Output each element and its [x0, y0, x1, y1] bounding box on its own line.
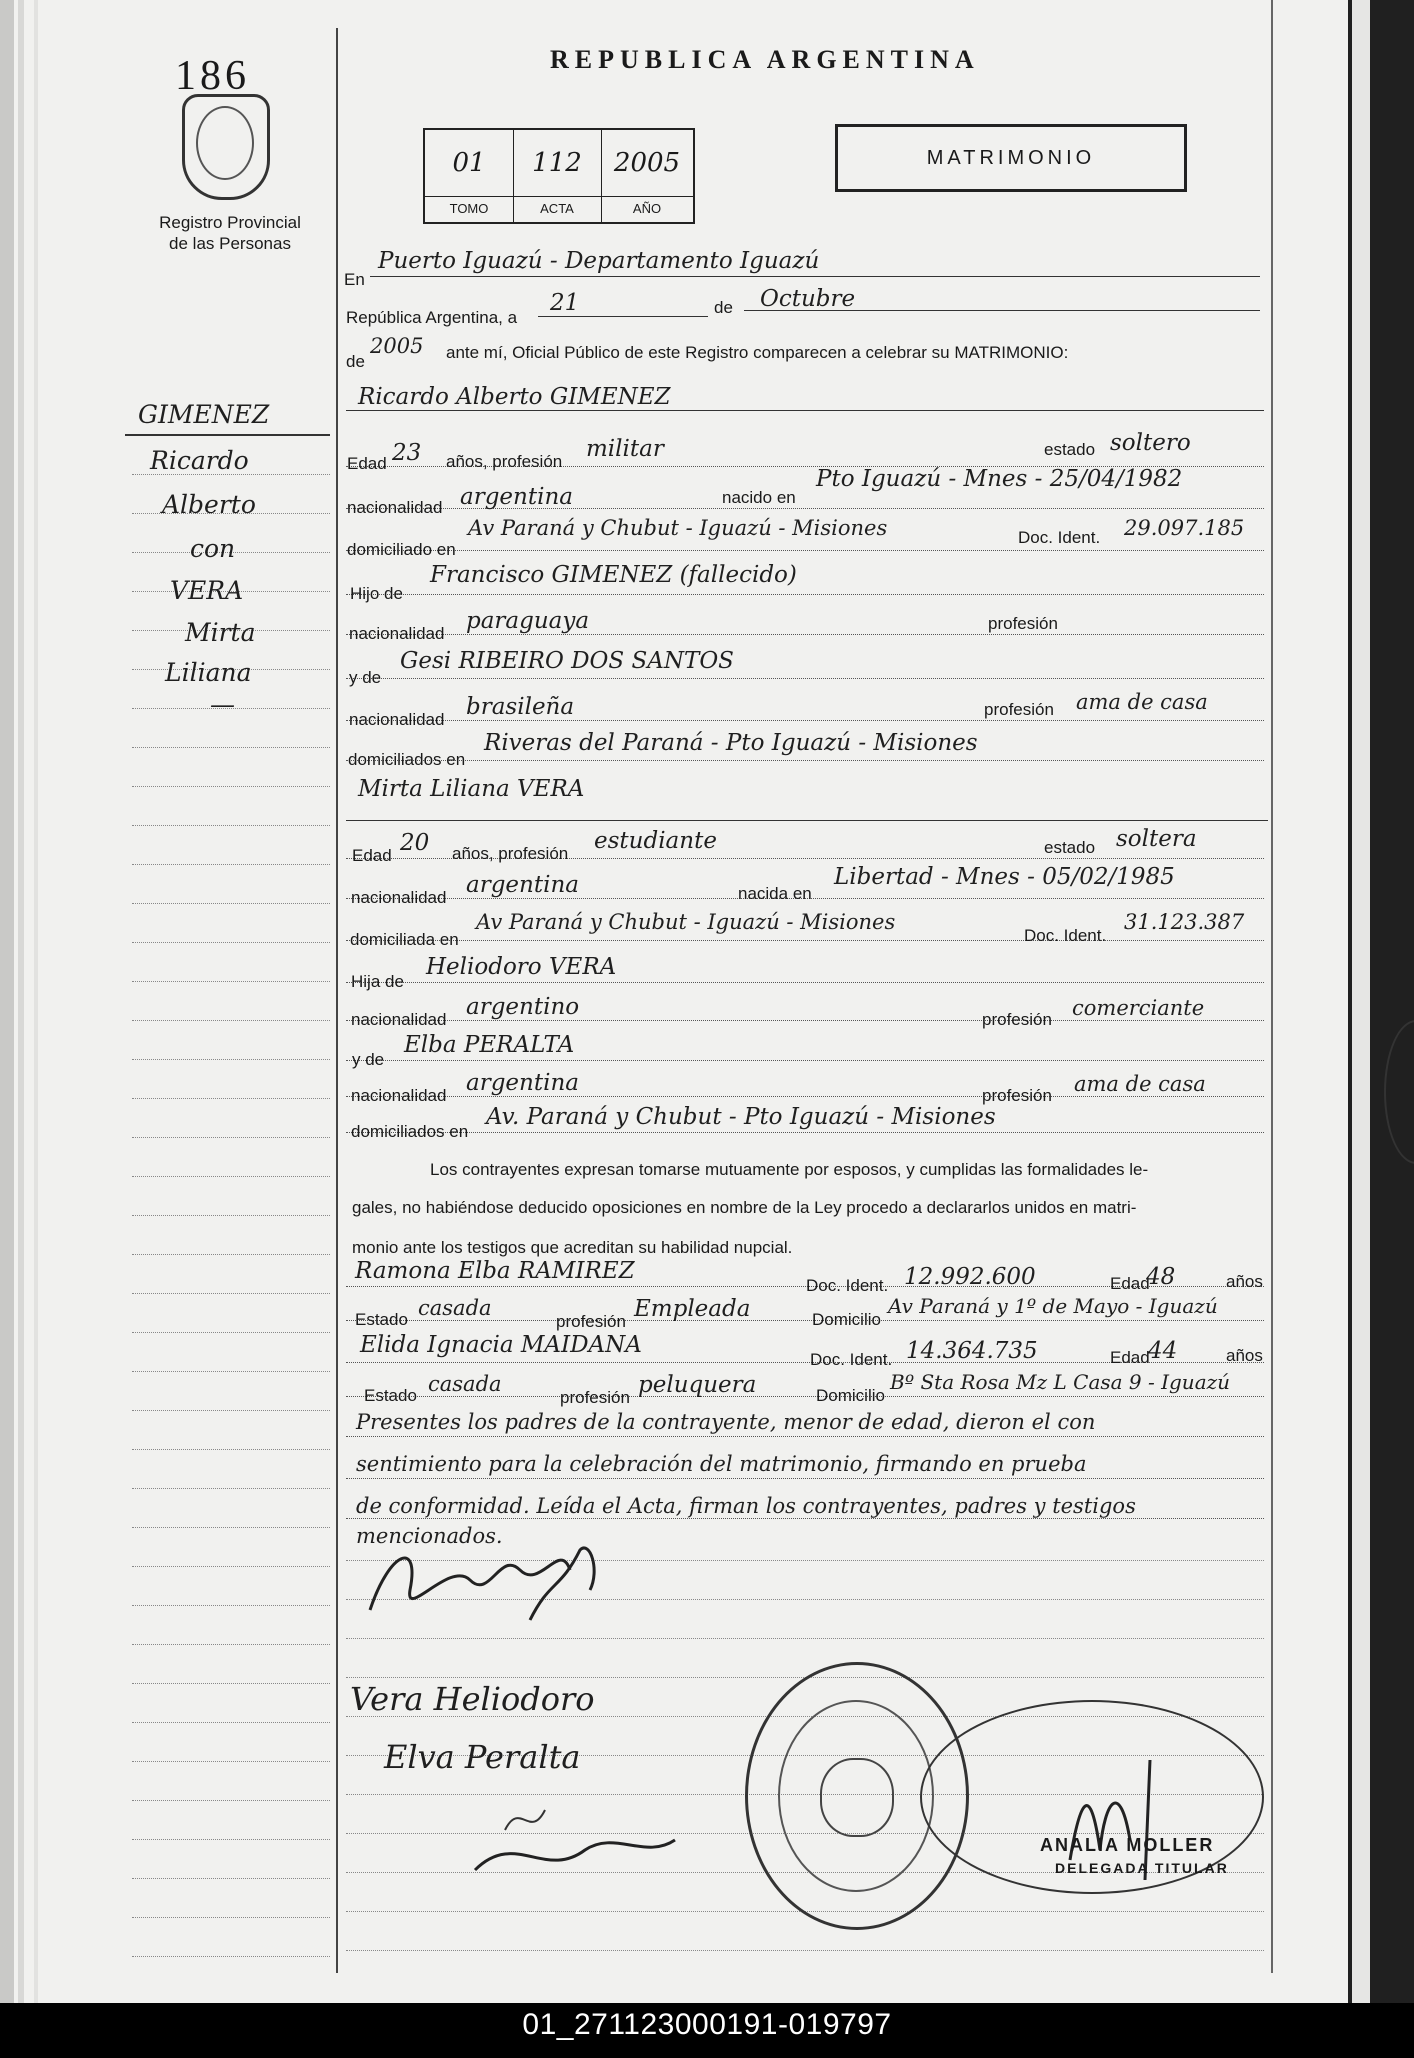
ruled-line	[132, 1254, 330, 1255]
ruled-line	[132, 1683, 330, 1684]
firma-padre: Vera Heliodoro	[350, 1680, 595, 1718]
domicilio-padres-value: Riveras del Paraná - Pto Iguazú - Misiones	[484, 730, 978, 756]
edad-value: 20	[400, 830, 430, 856]
anos-profesion-label: años, profesión	[452, 844, 569, 863]
ruled-line	[132, 1098, 330, 1099]
doc-value: 12.992.600	[904, 1264, 1036, 1290]
anos-label: años	[1226, 1272, 1263, 1291]
profesion-label: profesión	[560, 1388, 630, 1407]
margin-name: Mirta	[185, 618, 256, 647]
estado-value: casada	[418, 1296, 492, 1320]
profesion-value: ama de casa	[1076, 690, 1208, 714]
line	[346, 410, 1264, 411]
estado-value: soltero	[1110, 430, 1191, 456]
profesion-label: profesión	[984, 700, 1054, 719]
nacionalidad-label: nacionalidad	[349, 624, 445, 643]
edad-label: Edad	[347, 454, 387, 473]
ruled-line	[132, 1488, 330, 1489]
profesion-value: comerciante	[1072, 996, 1205, 1020]
next-page-edge	[1352, 0, 1370, 2003]
nacionalidad-value: argentina	[460, 484, 573, 510]
tomo-cell	[425, 130, 514, 222]
ruled-line	[132, 1566, 330, 1567]
form-line	[346, 1060, 1264, 1061]
tomo-label: TOMO	[425, 196, 513, 216]
ruled-line	[132, 1839, 330, 1840]
domicilio-value: Av Paraná y Chubut - Iguazú - Misiones	[476, 910, 896, 934]
doc-value: 29.097.185	[1124, 516, 1245, 540]
ruled-line	[132, 1215, 330, 1216]
domicilio-label: domiciliado en	[347, 540, 456, 559]
domiciliados-label: domiciliados en	[348, 750, 466, 769]
profesion-label: profesión	[982, 1010, 1052, 1029]
acta-label: ACTA	[513, 196, 601, 216]
intro-text: ante mí, Oficial Público de este Registro comparecen a celebrar su MATRIMONIO:	[446, 343, 1069, 362]
ruled-line	[132, 1410, 330, 1411]
line	[744, 310, 1260, 311]
delegada-name: ANALIA MOLLER	[1040, 1835, 1215, 1855]
margin-name: Alberto	[162, 490, 256, 519]
file-id: 01_271123000191-019797	[522, 2008, 892, 2041]
document-title: REPUBLICA ARGENTINA	[550, 45, 980, 74]
edad-value: 48	[1146, 1264, 1176, 1290]
form-line	[346, 1436, 1264, 1437]
ruled-line	[346, 1950, 1264, 1951]
estado-label: Estado	[364, 1386, 417, 1405]
doc-value: 31.123.387	[1124, 910, 1245, 934]
domicilio-padres-value: Av. Paraná y Chubut - Pto Iguazú - Misiones	[486, 1104, 996, 1130]
ruled-line	[132, 1449, 330, 1450]
form-line	[346, 1518, 1264, 1519]
ruled-line	[132, 903, 330, 904]
profesion-label: profesión	[982, 1086, 1052, 1105]
form-line	[346, 1020, 1264, 1021]
lugar-value: Puerto Iguazú - Departamento Iguazú	[378, 248, 820, 274]
form-line	[346, 1396, 1264, 1397]
declaracion-line: Los contrayentes expresan tomarse mutuamente por esposos, y cumplidas las formalidades le-	[430, 1160, 1149, 1179]
margin-surname: GIMENEZ	[138, 400, 270, 429]
observaciones-line: de conformidad. Leída el Acta, firman los contrayentes, padres y testigos	[356, 1494, 1136, 1518]
ruled-line	[132, 1176, 330, 1177]
nacionalidad-value: argentina	[466, 1070, 579, 1096]
binding-edge	[18, 0, 24, 2003]
line	[370, 276, 1260, 277]
ruled-line	[132, 786, 330, 787]
margin-underline	[125, 434, 330, 436]
profesion-value: militar	[586, 436, 664, 462]
doc-value: 14.364.735	[906, 1338, 1038, 1364]
ruled-line	[132, 1605, 330, 1606]
anos-label: años	[1226, 1346, 1263, 1365]
dia-value: 21	[550, 290, 580, 316]
estado-label: Estado	[355, 1310, 408, 1329]
form-line	[346, 1096, 1264, 1097]
domicilio-label: Domicilio	[816, 1386, 885, 1405]
estado-label: estado	[1044, 838, 1096, 857]
padre-name: Heliodoro VERA	[426, 954, 617, 980]
form-line	[346, 940, 1264, 941]
nacionalidad-label: nacionalidad	[351, 1086, 447, 1105]
nacionalidad-label: nacionalidad	[351, 888, 447, 907]
profesion-value: estudiante	[594, 828, 717, 854]
margin-dash: —	[210, 690, 235, 719]
document-type-box: MATRIMONIO	[835, 124, 1187, 192]
profesion-value: ama de casa	[1074, 1072, 1206, 1096]
ruled-line	[132, 1371, 330, 1372]
form-line	[346, 1320, 1264, 1321]
ruled-line	[132, 1644, 330, 1645]
ruled-line	[132, 1137, 330, 1138]
firma-madre: Elva Peralta	[384, 1738, 581, 1776]
ruled-line	[132, 1800, 330, 1801]
domicilio-label: domiciliada en	[350, 930, 459, 949]
form-line	[346, 594, 1264, 595]
form-line	[346, 550, 1264, 551]
profesion-label: profesión	[556, 1312, 626, 1331]
delegada-cargo: DELEGADA TITULAR	[1055, 1860, 1229, 1876]
margin-name: Ricardo	[150, 446, 249, 475]
estado-label: estado	[1044, 440, 1096, 459]
testigo1-name: Ramona Elba RAMIREZ	[355, 1258, 635, 1284]
hija-label: Hija de	[351, 972, 404, 991]
profesion-value: peluquera	[638, 1372, 757, 1398]
form-line	[346, 1478, 1264, 1479]
contrayente1-name: Ricardo Alberto GIMENEZ	[358, 384, 671, 410]
ruled-line	[132, 747, 330, 748]
hijo-label: Hijo de	[350, 584, 403, 603]
edad-label: Edad	[1110, 1348, 1150, 1367]
domicilio-label: Domicilio	[812, 1310, 881, 1329]
madre-name: Elba PERALTA	[404, 1032, 575, 1058]
edad-label: Edad	[1110, 1274, 1150, 1293]
de-label: de	[346, 352, 365, 371]
domiciliados-label: domiciliados en	[351, 1122, 469, 1141]
margin-name: Liliana	[165, 658, 252, 687]
nacido-value: Pto Iguazú - Mnes - 25/04/1982	[816, 466, 1183, 492]
yde-label: y de	[352, 1050, 385, 1069]
contrayente2-name: Mirta Liliana VERA	[358, 776, 585, 802]
anio-value: 2005	[613, 148, 681, 178]
form-line	[346, 1132, 1264, 1133]
nacionalidad-label: nacionalidad	[351, 1010, 447, 1029]
nacida-label: nacida en	[738, 884, 812, 903]
nacionalidad-value: paraguaya	[466, 608, 590, 634]
declaracion-line: monio ante los testigos que acreditan su habilidad nupcial.	[352, 1238, 793, 1257]
acta-box	[423, 128, 695, 224]
anio-cell	[601, 130, 693, 222]
ruled-line	[132, 1722, 330, 1723]
ruled-line	[132, 1332, 330, 1333]
estado-value: casada	[428, 1372, 502, 1396]
doc-label: Doc. Ident.	[1018, 528, 1101, 547]
right-rule	[1271, 0, 1273, 1973]
ruled-line	[132, 1020, 330, 1021]
binding-edge	[34, 0, 38, 2003]
line	[346, 820, 1268, 821]
ruled-line	[132, 825, 330, 826]
republica-label: República Argentina, a	[346, 308, 518, 327]
nacionalidad-label: nacionalidad	[347, 498, 443, 517]
ruled-line	[132, 1761, 330, 1762]
emblem-inner	[196, 106, 254, 180]
nacido-label: nacido en	[722, 488, 796, 507]
form-line	[346, 720, 1264, 721]
margin-rule	[336, 28, 338, 1973]
anos-profesion-label: años, profesión	[446, 452, 563, 471]
observaciones-line: sentimiento para la celebración del matrimonio, firmando en prueba	[356, 1452, 1087, 1476]
madre-name: Gesi RIBEIRO DOS SANTOS	[400, 648, 734, 674]
binding-edge	[0, 0, 14, 2003]
nacionalidad-value: argentina	[466, 872, 579, 898]
observaciones-line: Presentes los padres de la contrayente, menor de edad, dieron el con	[356, 1410, 1096, 1434]
form-line	[346, 982, 1264, 983]
doc-label: Doc. Ident.	[806, 1276, 889, 1295]
anio-label: AÑO	[601, 196, 693, 216]
doc-label: Doc. Ident.	[1024, 926, 1107, 945]
profesion-label: profesión	[988, 614, 1058, 633]
domicilio-value: Av Paraná y Chubut - Iguazú - Misiones	[468, 516, 888, 540]
page-number: 186	[175, 53, 250, 99]
anio-value: 2005	[370, 334, 424, 358]
form-line	[346, 760, 1264, 761]
nacida-value: Libertad - Mnes - 05/02/1985	[834, 864, 1175, 890]
domicilio-value: Av Paraná y 1º de Mayo - Iguazú	[888, 1294, 1218, 1318]
edad-label: Edad	[352, 846, 392, 865]
doc-label: Doc. Ident.	[810, 1350, 893, 1369]
ruled-line	[132, 1059, 330, 1060]
acta-value: 112	[532, 148, 582, 178]
margin-surname: VERA	[170, 576, 244, 605]
tomo-value: 01	[452, 148, 486, 178]
ruled-line	[132, 1917, 330, 1918]
acta-cell	[513, 130, 602, 222]
nacionalidad-label: nacionalidad	[349, 710, 445, 729]
mes-value: Octubre	[760, 286, 856, 312]
profesion-value: Empleada	[634, 1296, 751, 1322]
registro-label: Registro Provincial de las Personas	[159, 213, 301, 253]
padre-name: Francisco GIMENEZ (fallecido)	[430, 562, 797, 588]
contrayentes-signature	[360, 1530, 660, 1640]
yde-label: y de	[349, 668, 382, 687]
observaciones-line: mencionados.	[356, 1524, 503, 1548]
ruled-line	[132, 942, 330, 943]
domicilio-value: Bº Sta Rosa Mz L Casa 9 - Iguazú	[890, 1370, 1231, 1394]
edad-value: 44	[1148, 1338, 1178, 1364]
ruled-line	[132, 1293, 330, 1294]
nacionalidad-value: brasileña	[466, 694, 575, 720]
nacionalidad-value: argentino	[466, 994, 580, 1020]
de-label: de	[714, 298, 733, 317]
ruled-line	[132, 864, 330, 865]
testigo2-name: Elida Ignacia MAIDANA	[360, 1332, 642, 1358]
ruled-line	[132, 1878, 330, 1879]
ruled-line	[132, 981, 330, 982]
declaracion-line: gales, no habiéndose deducido oposiciones en nombre de la Ley procedo a declararlos unidos en matri-	[352, 1198, 1137, 1217]
line	[538, 316, 708, 317]
ruled-line	[132, 1956, 330, 1957]
margin-conjunction: con	[190, 534, 236, 563]
en-label: En	[344, 270, 365, 289]
seal-emblem-icon	[820, 1758, 894, 1837]
estado-value: soltera	[1116, 826, 1197, 852]
ruled-line	[132, 1527, 330, 1528]
form-line	[346, 634, 1264, 635]
edad-value: 23	[392, 440, 422, 466]
form-line	[346, 678, 1264, 679]
